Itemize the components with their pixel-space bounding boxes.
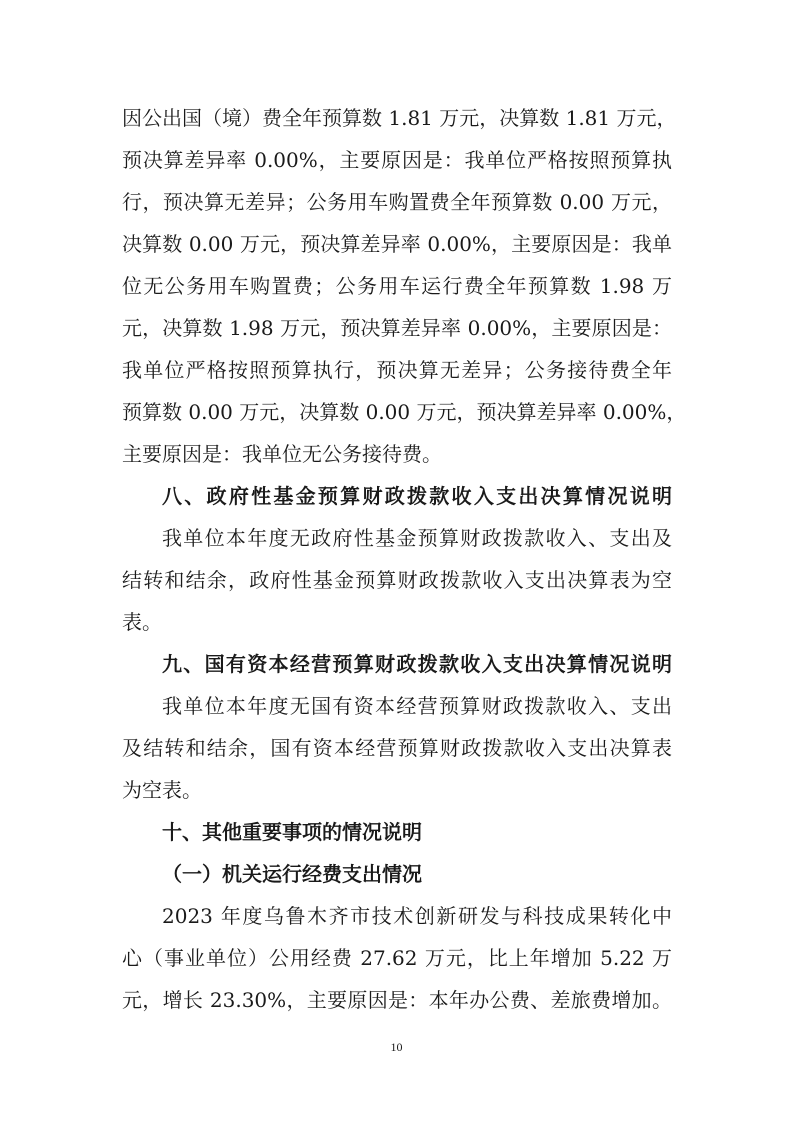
body-line: 元，决算数 1.98 万元，预决算差异率 0.00%，主要原因是： (122, 316, 672, 340)
section-heading-9: 九、国有资本经营预算财政拨款收入支出决算情况说明 (162, 652, 672, 676)
body-line: 为空表。 (122, 778, 202, 802)
body-line: 2023 年度乌鲁木齐市技术创新研发与科技成果转化中 (162, 904, 672, 928)
body-line: 我单位本年度无政府性基金预算财政拨款收入、支出及 (162, 526, 672, 550)
body-line: 我单位本年度无国有资本经营预算财政拨款收入、支出 (162, 694, 672, 718)
body-line: 行，预决算无差异；公务用车购置费全年预算数 0.00 万元， (122, 190, 672, 214)
section-heading-8: 八、政府性基金预算财政拨款收入支出决算情况说明 (162, 484, 672, 508)
body-line: 主要原因是：我单位无公务接待费。 (122, 442, 442, 466)
body-line: 预算数 0.00 万元，决算数 0.00 万元，预决算差异率 0.00%， (122, 400, 687, 424)
body-line: 结转和结余，政府性基金预算财政拨款收入支出决算表为空 (122, 568, 672, 592)
body-line: 决算数 0.00 万元，预决算差异率 0.00%，主要原因是：我单 (122, 232, 672, 256)
page-number: 10 (390, 1040, 403, 1054)
body-line: 预决算差异率 0.00%，主要原因是：我单位严格按照预算执 (122, 148, 672, 172)
body-line: 位无公务用车购置费；公务用车运行费全年预算数 1.98 万 (122, 274, 672, 298)
body-line: 及结转和结余，国有资本经营预算财政拨款收入支出决算表 (122, 736, 672, 760)
subsection-heading: （一）机关运行经费支出情况 (162, 862, 422, 886)
body-line: 因公出国（境）费全年预算数 1.81 万元，决算数 1.81 万元， (122, 106, 677, 130)
body-line: 元，增长 23.30%，主要原因是：本年办公费、差旅费增加。 (122, 988, 672, 1012)
section-heading-10: 十、其他重要事项的情况说明 (162, 820, 422, 844)
body-line: 表。 (122, 610, 162, 634)
body-line: 心（事业单位）公用经费 27.62 万元，比上年增加 5.22 万 (122, 946, 672, 970)
body-line: 我单位严格按照预算执行，预决算无差异；公务接待费全年 (122, 358, 672, 382)
